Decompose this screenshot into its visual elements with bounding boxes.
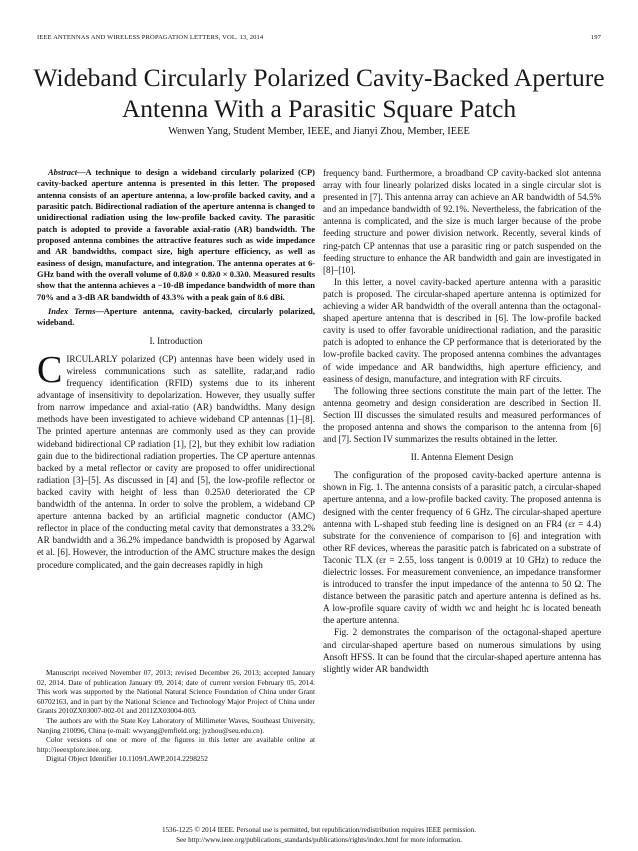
design-paragraph-1: The configuration of the proposed cavity-backed aperture antenna is shown in Fig. 1. The antenna consists of a parasitic patch, a circular-shaped aperture antenna, and a low-profile backed cavity. The proposed antenna is designed with the center frequency of 6 GHz. The circular-shaped aperture antenna with L-shaped stub feeding line is designed on an FR4 (εr = 4.4) substrate for the convenience of comparison to [6] and integration with other RF devices, whereas the parasitic patch is fabricated on a substrate of Taconic TLX (εr = 2.55, loss tangent is 0.0019 at 10 GHz) to reduce the dielectric losses. For measurement convenience, an impedance transformer is introduced to transfer the input impedance of the antenna to 50 Ω. The distance between the parasitic patch and aperture antenna is defined as hs. A low-profile square cavity of width wc and height hc is located beneath the aperture antenna. [323, 470, 601, 626]
footnote-received: Manuscript received November 07, 2013; revised December 26, 2013; accepted January 02, 2014. Date of publication January 09, 2014; date of current version February 05, 2014. This work was supported by the National Natural Science Foundation of China under Grant 60702163, and in part by the National Science and Technology Major Project of China under Grants 2010ZX03007-002-01 and 2011ZX03004-003. [37, 668, 315, 716]
footnote-color: Color versions of one or more of the figures in this letter are available online at http://ieeexplore.ieee.org. [37, 735, 315, 754]
intro-paragraph-1 [37, 348, 315, 571]
running-header [37, 34, 601, 41]
footnote-doi: Digital Object Identifier 10.1109/LAWP.2014.2298252 [46, 754, 208, 764]
page-number: 197 [590, 34, 601, 41]
right-column [323, 167, 601, 675]
rights-link-line: See http://www.ieee.org/publications_standards/publications/rights/index.html for more information. [176, 835, 462, 844]
intro-paragraph-1-continued: frequency band. Furthermore, a broadband CP cavity-backed slot antenna array with four linearly polarized disks located in a single circular slot is presented in [7]. This antenna array can achieve an AR bandwidth of 54.5% and an impedance bandwidth of 92.1%. Nevertheless, the fabrication of the antenna is complicated, and the size is much larger because of the probe feeding structure and power division network. Recently, several kinds of ring-patch CP antennas that use a parasitic ring or patch suspended on the feeding structure to enhance the AR bandwidth and gain are investigated in [8]–[10]. [323, 168, 601, 275]
intro-paragraph-2: In this letter, a novel cavity-backed aperture antenna with a parasitic patch is proposed. The circular-shaped aperture antenna is optimized for achieving a wider AR bandwidth of the overall antenna than the octagonal-shaped aperture antenna that is described in [6]. The low-profile backed cavity is used to offer favorable unidirectional radiation, and the parasitic patch is adopted to enhance the CP performance that is deteriorated by the low-profile backed cavity. The proposed antenna combines the advantages of wide impedance and AR bandwidths, high aperture efficiency, and easiness of design, manufacture, and integration with RF circuits. [323, 276, 601, 384]
left-column [37, 167, 315, 571]
index-terms-lead: Index Terms [48, 306, 96, 317]
abstract [37, 167, 315, 329]
drop-cap: C [37, 348, 63, 391]
intro-paragraph-3: The following three sections constitute the main part of the letter. The antenna geometry and design consideration are described in Section II. Section III discusses the simulated results and measured performances of the proposed antenna and shows the comparison to the antenna from [6] and [7]. Section IV summarizes the results obtained in the letter. [323, 385, 601, 445]
abstract-lead: Abstract [48, 167, 78, 177]
copyright-line: 1536-1225 © 2014 IEEE. Personal use is permitted, but republication/redistribution requires IEEE permission. [161, 826, 477, 834]
intro-paragraph-1-text: IRCULARLY polarized (CP) antennas have been widely used in wireless communications such as satellite, radar,and radio frequency identification (RFID) systems due to its inherent advantage of insensitivity to depolarization. However, they usually suffer from narrow impedance and axial-ratio (AR) bandwidths. Many design methods have been investigated to achieve wideband CP antennas [1]–[8]. The printed aperture antennas are commonly used as they can provide wideband bidirectional CP radiation [1], [2], but they exhibit low radiation gain due to the bidirectional radiation properties. The CP aperture antennas backed by a metal reflector or cavity are proposed to offer unidirectional radiation [3]–[5]. As discussed in [4] and [5], the low-profile reflector or backed cavity with height of less than 0.25λ0 deteriorated the CP bandwidth of the antenna. In order to solve the problem, a wideband CP aperture antenna backed by an artificial magnetic conductor (AMC) reflector in place of the conducting metal cavity that demonstrates a 33.2% AR bandwidth and a 36.2% impedance bandwidth is proposed by Agarwal et al. [6]. However, the introduction of the AMC structure makes the design procedure complicated, and the gain decreases rapidly in high [37, 353, 315, 570]
design-paragraph-2: Fig. 2 demonstrates the comparison of the octagonal-shaped aperture and circular-shaped aperture based on numerous simulations by using Ansoft HFSS. It can be found that the circular-shaped aperture antenna has slightly wider AR bandwidth [323, 627, 601, 674]
abstract-text: —A technique to design a wideband circularly polarized (CP) cavity-backed aperture antenna is presented in this letter. The proposed antenna consists of an aperture antenna, a low-profile backed cavity, and a parasitic patch. Bidirectional radiation of the aperture antenna is changed to unidirectional radiation using the low-profile backed cavity. The parasitic patch is adopted to provide a favorable axial-ratio (AR) bandwidth. The proposed antenna combines the attractive features such as wide impedance and AR bandwidths, compact size, high aperture efficiency, as well as easiness of design, manufacture, and integration. The antenna operates at 6-GHz band with the overall volume of 0.8λ0 × 0.8λ0 × 0.3λ0. Measured results show that the antenna achieves a −10-dB impedance bandwidth of more than 70% and a 3-dB AR bandwidth of 43.3% with a peak gain of 8.6 dBi. [37, 167, 315, 302]
paper-title: Wideband Circularly Polarized Cavity-Backed Aperture Antenna With a Parasitic Square Patch [33, 63, 605, 123]
footnotes [37, 668, 315, 764]
journal-name: IEEE ANTENNAS AND WIRELESS PROPAGATION LETTERS, VOL. 13, 2014 [37, 34, 264, 41]
author-list: Wenwen Yang, Student Member, IEEE, and Jianyi Zhou, Member, IEEE [168, 126, 470, 137]
copyright-footer [0, 826, 638, 846]
section-2-heading: II. Antenna Element Design [410, 452, 514, 463]
footnote-affiliation: The authors are with the State Key Laboratory of Millimeter Waves, Southeast University, Nanjing 210096, China (e-mail: wwyang@emfield.org; jyzhou@seu.edu.cn). [37, 715, 315, 735]
section-1-heading: I. Introduction [149, 335, 203, 346]
index-terms-text: —Aperture antenna, cavity-backed, circularly polarized, wideband. [37, 306, 315, 328]
